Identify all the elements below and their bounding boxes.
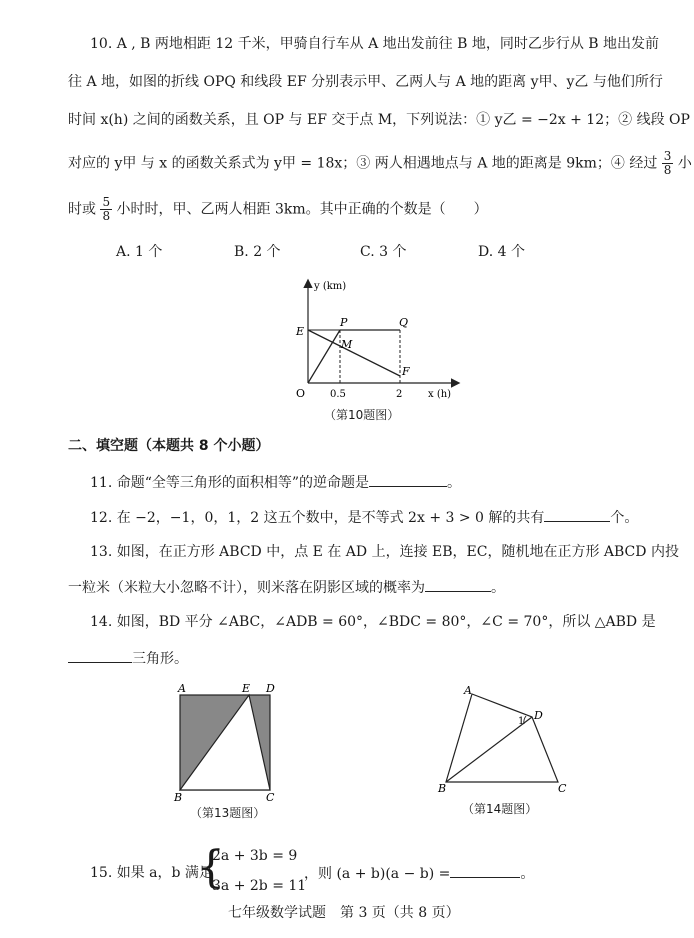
q10-line3: 时间 x(h) 之间的函数关系，且 OP 与 EF 交于点 M，下列说法：① y乙 = −2x + 12；② 线段 OP [68, 112, 690, 128]
q13-end: 。 [491, 580, 505, 596]
fraction-3-8 [662, 150, 674, 177]
point-Q-label: Q [399, 316, 409, 329]
q13-line1: 13. 如图，在正方形 ABCD 中，点 E 在 AD 上，连接 EB，EC，随机地在正方形 ABCD 内投 [90, 544, 679, 560]
q14-line2 [68, 648, 188, 669]
q12-end: 个。 [610, 510, 639, 526]
q10-line2: 往 A 地，如图的折线 OPQ 和线段 EF 分别表示甲、乙两人与 A 地的距离 y甲、y乙 与他们所行 [68, 74, 663, 90]
angle-1-label: 1 [518, 716, 525, 727]
option-a: A. 1 个 [116, 244, 163, 260]
fraction-5-8 [100, 196, 112, 223]
point-B-label: B [174, 791, 183, 802]
q13-text: 一粒米（米粒大小忽略不计），则米落在阴影区域的概率为 [68, 580, 425, 596]
q10-line1: 10. A , B 两地相距 12 千米，甲骑自行车从 A 地出发前往 B 地，同时乙步行从 B 地出发前 [90, 36, 660, 52]
q11-text: 11. 命题“全等三角形的面积相等”的逆命题是 [90, 475, 370, 491]
q10-line5-start: 时或 [68, 201, 96, 218]
q10-line4-end: 小 [677, 155, 692, 172]
q15-eq1: 2a + 3b = 9 [212, 848, 298, 864]
point-D-label: D [534, 709, 543, 722]
q15-eq2: 3a + 2b = 11 [212, 878, 307, 894]
q14-line1: 14. 如图，BD 平分 ∠ABC，∠ADB = 60°，∠BDC = 80°，∠C = 70°，所以 △ABD 是 [90, 614, 656, 630]
q13-line2 [68, 577, 505, 598]
q12-answer-blank [544, 507, 610, 522]
option-c: C. 3 个 [360, 244, 407, 260]
q15-end: 。 [520, 866, 535, 882]
q10-line4-text: 对应的 y甲 与 x 的函数关系式为 y甲 = 18x；③ 两人相遇地点与 A 地的距离是 9km；④ 经过 [68, 155, 658, 172]
point-B-label: B [438, 782, 447, 795]
segment-EF [308, 330, 400, 376]
q15-suffix [304, 863, 534, 884]
fraction-numerator: 5 [102, 195, 111, 209]
point-P-label: P [340, 316, 348, 329]
page-footer: 七年级数学试题 第 3 页（共 8 页） [228, 905, 460, 921]
section2-title: 二、填空题（本题共 8 个小题） [68, 438, 270, 454]
tick-label-05: 0.5 [330, 389, 346, 400]
y-axis-label: y (km) [314, 281, 347, 292]
point-C-label: C [266, 791, 275, 802]
q14-answer-blank [68, 648, 132, 663]
option-d: D. 4 个 [478, 244, 525, 260]
point-C-label: C [558, 782, 567, 795]
point-A-label: A [464, 684, 472, 697]
q11-end: 。 [447, 475, 462, 491]
fraction-denominator: 8 [102, 209, 111, 223]
origin-label: O [296, 387, 306, 400]
point-E-label: E [296, 325, 305, 338]
figure14-caption: （第14题图） [462, 802, 538, 816]
q10-line5 [68, 196, 488, 223]
system-brace: { [197, 842, 225, 893]
q15-prefix: 15. 如果 a，b 满足 [90, 865, 213, 881]
option-b: B. 2 个 [234, 244, 281, 260]
tick-label-2: 2 [396, 389, 403, 400]
q14-quadrilateral-figure [434, 684, 574, 796]
point-D-label: D [266, 682, 275, 695]
q14-end: 三角形。 [132, 651, 188, 667]
q10-graph-figure [280, 275, 470, 400]
q11-answer-blank [369, 472, 447, 487]
q15-expression: ，则 (a + b)(a − b) = [304, 866, 451, 882]
point-M-label: M [341, 338, 353, 351]
point-E-label: E [242, 682, 251, 695]
x-axis-label: x (h) [428, 389, 452, 400]
q12-line [90, 507, 638, 528]
point-F-label: F [402, 365, 410, 378]
fraction-numerator: 3 [663, 149, 672, 163]
q13-square-figure [172, 680, 284, 802]
figure10-caption: （第10题图） [324, 408, 400, 422]
q10-line5-text: 小时时，甲、乙两人相距 3km。其中正确的个数是（ ） [116, 201, 488, 218]
q12-text: 12. 在 −2，−1，0，1，2 这五个数中，是不等式 2x + 3 > 0 解的共有 [90, 510, 545, 526]
point-A-label: A [178, 682, 186, 695]
q11-line [90, 472, 461, 493]
fraction-denominator: 8 [663, 163, 672, 177]
q10-line4 [68, 150, 692, 177]
q15-answer-blank [450, 863, 520, 878]
q13-answer-blank [425, 577, 491, 592]
figure13-caption: （第13题图） [190, 806, 266, 820]
